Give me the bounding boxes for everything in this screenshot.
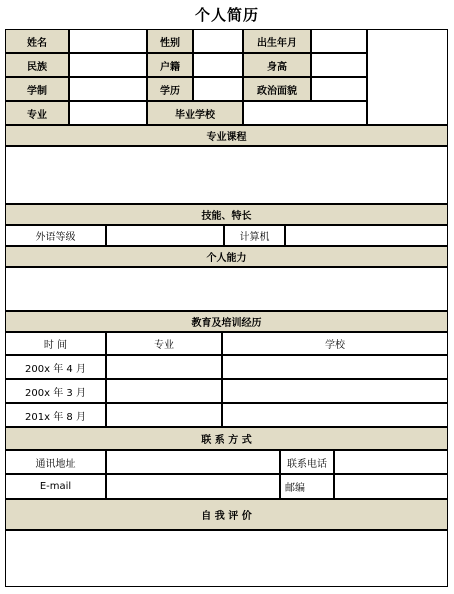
edu-row-time: 200x 年 4 月 [5, 355, 106, 379]
edu-row-school[interactable] [222, 355, 448, 379]
courses-area[interactable] [5, 146, 448, 204]
edu-col-school: 学校 [222, 332, 448, 355]
postcode-field[interactable] [334, 474, 448, 499]
self-eval-area[interactable] [5, 530, 448, 587]
edu-row-major[interactable] [106, 355, 222, 379]
school-system-label: 学制 [5, 77, 69, 101]
self-eval-header: 自 我 评 价 [5, 499, 448, 530]
edu-col-time: 时 间 [5, 332, 106, 355]
computer-label: 计算机 [224, 225, 285, 246]
political-field[interactable] [311, 77, 367, 101]
major-label: 专业 [5, 101, 69, 125]
ability-area[interactable] [5, 267, 448, 311]
address-label: 通讯地址 [5, 450, 106, 474]
phone-label: 联系电话 [280, 450, 334, 474]
birth-field[interactable] [311, 29, 367, 53]
name-field[interactable] [69, 29, 147, 53]
edu-row-time: 201x 年 8 月 [5, 403, 106, 427]
name-label: 姓名 [5, 29, 69, 53]
ethnicity-field[interactable] [69, 53, 147, 77]
edu-row-school[interactable] [222, 379, 448, 403]
hukou-field[interactable] [193, 53, 243, 77]
edu-history-header: 教育及培训经历 [5, 311, 448, 332]
school-system-field[interactable] [69, 77, 147, 101]
phone-field[interactable] [334, 450, 448, 474]
courses-header: 专业课程 [5, 125, 448, 146]
contact-header: 联 系 方 式 [5, 427, 448, 450]
hukou-label: 户籍 [147, 53, 193, 77]
edu-row-school[interactable] [222, 403, 448, 427]
gender-field[interactable] [193, 29, 243, 53]
foreign-language-field[interactable] [106, 225, 224, 246]
birth-label: 出生年月 [243, 29, 311, 53]
address-field[interactable] [106, 450, 280, 474]
major-field[interactable] [69, 101, 147, 125]
education-label: 学历 [147, 77, 193, 101]
height-label: 身高 [243, 53, 311, 77]
education-field[interactable] [193, 77, 243, 101]
email-label: E-mail [5, 474, 106, 499]
graduate-school-label: 毕业学校 [147, 101, 243, 125]
photo-box[interactable] [367, 29, 448, 125]
height-field[interactable] [311, 53, 367, 77]
edu-col-major: 专业 [106, 332, 222, 355]
ethnicity-label: 民族 [5, 53, 69, 77]
edu-row-major[interactable] [106, 403, 222, 427]
page-title: 个人简历 [194, 6, 259, 24]
edu-row-major[interactable] [106, 379, 222, 403]
political-label: 政治面貌 [243, 77, 311, 101]
foreign-language-label: 外语等级 [5, 225, 106, 246]
edu-row-time: 200x 年 3 月 [5, 379, 106, 403]
gender-label: 性别 [147, 29, 193, 53]
ability-header: 个人能力 [5, 246, 448, 267]
skills-header: 技能、特长 [5, 204, 448, 225]
graduate-school-field[interactable] [243, 101, 367, 125]
postcode-label: 邮编 [280, 474, 334, 499]
computer-field[interactable] [285, 225, 448, 246]
email-field[interactable] [106, 474, 280, 499]
